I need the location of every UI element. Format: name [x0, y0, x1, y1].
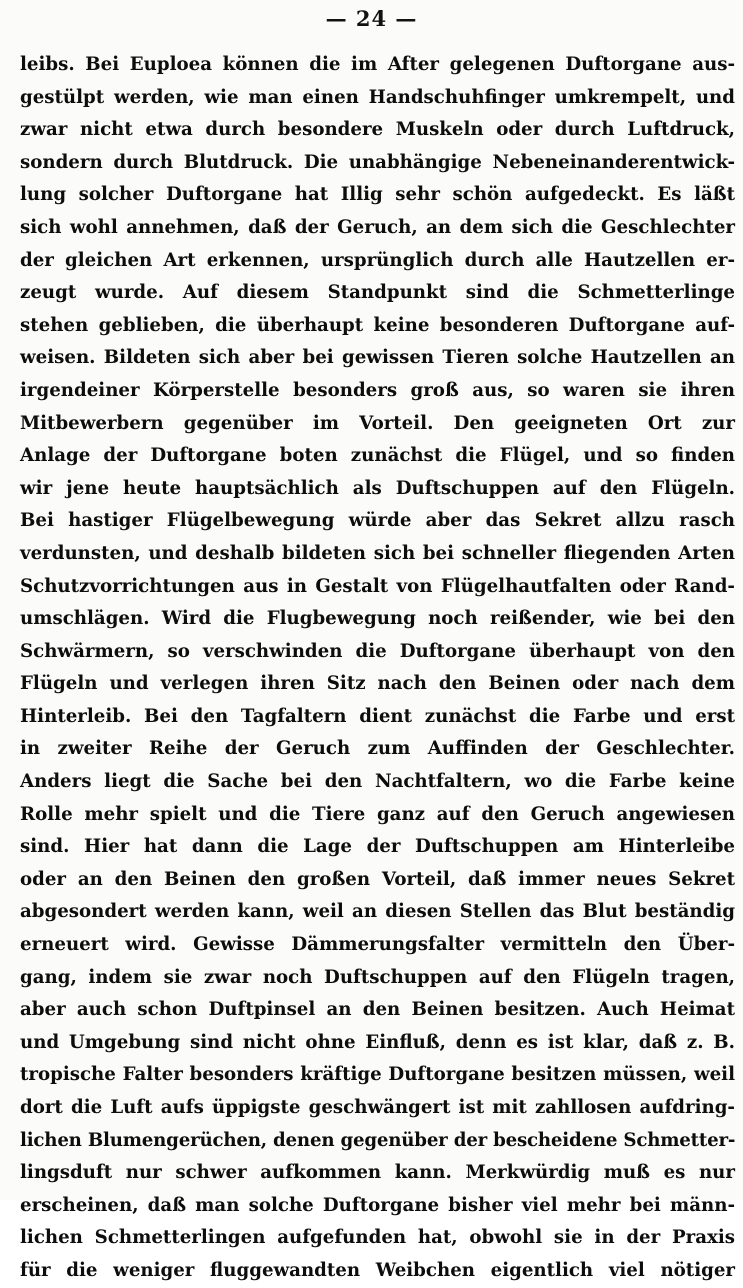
text-line: leibs. Bei Euploea können die im After gelegenen Duftorgane aus-	[20, 54, 735, 75]
text-line: lichen Blumengerüchen, denen gegenüber der bescheidene Schmetter-	[20, 1129, 736, 1151]
text-line: in zweiter Reihe der Geruch zum Auffinden der Geschlechter.	[20, 738, 735, 760]
text-line: der gleichen Art erkennen, ursprünglich durch alle Hautzellen er-	[20, 249, 735, 271]
text-line: tropische Falter besonders kräftige Duftorgane besitzen müssen, weil	[20, 1064, 735, 1086]
text-line: oder an den Beinen den großen Vorteil, daß immer neues Sekret	[20, 868, 735, 890]
body-text	[20, 49, 735, 1288]
text-line: Anlage der Duftorgane boten zunächst die Flügel, und so finden	[20, 445, 735, 467]
text-line: aber auch schon Duftpinsel an den Beinen besitzen. Auch Heimat	[20, 999, 735, 1021]
text-line: Schutzvorrichtungen aus in Gestalt von Flügelhautfalten oder Rand-	[20, 575, 735, 597]
text-line: umschlägen. Wird die Flugbewegung noch reißender, wie bei den	[20, 608, 735, 630]
text-line: lung solcher Duftorgane hat Illig sehr schön aufgedeckt. Es läßt	[20, 184, 735, 206]
text-line: verdunsten, und deshalb bildeten sich bei schneller fliegenden Arten	[20, 542, 735, 564]
text-line: und Umgebung sind nicht ohne Einfluß, denn es ist klar, daß z. B.	[20, 1031, 735, 1053]
text-line: gang, indem sie zwar noch Duftschuppen auf den Flügeln tragen,	[20, 966, 735, 988]
text-line: Rolle mehr spielt und die Tiere ganz auf den Geruch angewiesen	[20, 803, 735, 825]
text-line: sich wohl annehmen, daß der Geruch, an dem sich die Geschlechter	[20, 216, 735, 238]
text-line: dort die Luft aufs üppigste geschwängert ist mit zahllosen aufdring-	[20, 1097, 735, 1118]
text-line: Bei hastiger Flügelbewegung würde aber das Sekret allzu rasch	[20, 510, 735, 532]
text-line: gestülpt werden, wie man einen Handschuhfinger umkrempelt, und	[20, 86, 735, 108]
text-line: lichen Schmetterlingen aufgefunden hat, obwohl sie in der Praxis	[20, 1227, 735, 1249]
text-line: stehen geblieben, die überhaupt keine besonderen Duftorgane auf-	[20, 314, 735, 336]
text-line: Anders liegt die Sache bei den Nachtfaltern, wo die Farbe keine	[20, 771, 735, 793]
text-line: sondern durch Blutdruck. Die unabhängige Nebeneinanderentwick-	[20, 151, 735, 173]
text-line: Schwärmern, so verschwinden die Duftorgane überhaupt von den	[20, 640, 735, 662]
text-line: zeugt wurde. Auf diesem Standpunkt sind die Schmetterlinge	[20, 282, 735, 304]
text-line: sind. Hier hat dann die Lage der Duftschuppen am Hinterleibe	[20, 836, 735, 858]
text-line: Flügeln und verlegen ihren Sitz nach den Beinen oder nach dem	[20, 673, 735, 695]
text-line: irgendeiner Körperstelle besonders groß aus, so waren sie ihren	[20, 379, 735, 401]
text-line: Mitbewerbern gegenüber im Vorteil. Den geeigneten Ort zur	[20, 412, 735, 434]
text-line: wir jene heute hauptsächlich als Duftschuppen auf den Flügeln.	[20, 477, 735, 499]
text-line: Hinterleib. Bei den Tagfaltern dient zunächst die Farbe und erst	[20, 705, 735, 727]
text-line: zwar nicht etwa durch besondere Muskeln oder durch Luftdruck,	[20, 119, 735, 141]
text-line: weisen. Bildeten sich aber bei gewissen Tieren solche Hautzellen an	[20, 347, 735, 369]
text-line: erneuert wird. Gewisse Dämmerungsfalter vermitteln den Über-	[20, 934, 735, 956]
text-line: für die weniger fluggewandten Weibchen eigentlich viel nötiger	[20, 1259, 735, 1281]
text-line: lingsduft nur schwer aufkommen kann. Merkwürdig muß es nur	[20, 1162, 735, 1184]
text-line: abgesondert werden kann, weil an diesen Stellen das Blut beständig	[20, 901, 735, 923]
page-number: — 24 —	[325, 6, 418, 31]
text-line: erscheinen, daß man solche Duftorgane bisher viel mehr bei männ-	[20, 1194, 735, 1216]
